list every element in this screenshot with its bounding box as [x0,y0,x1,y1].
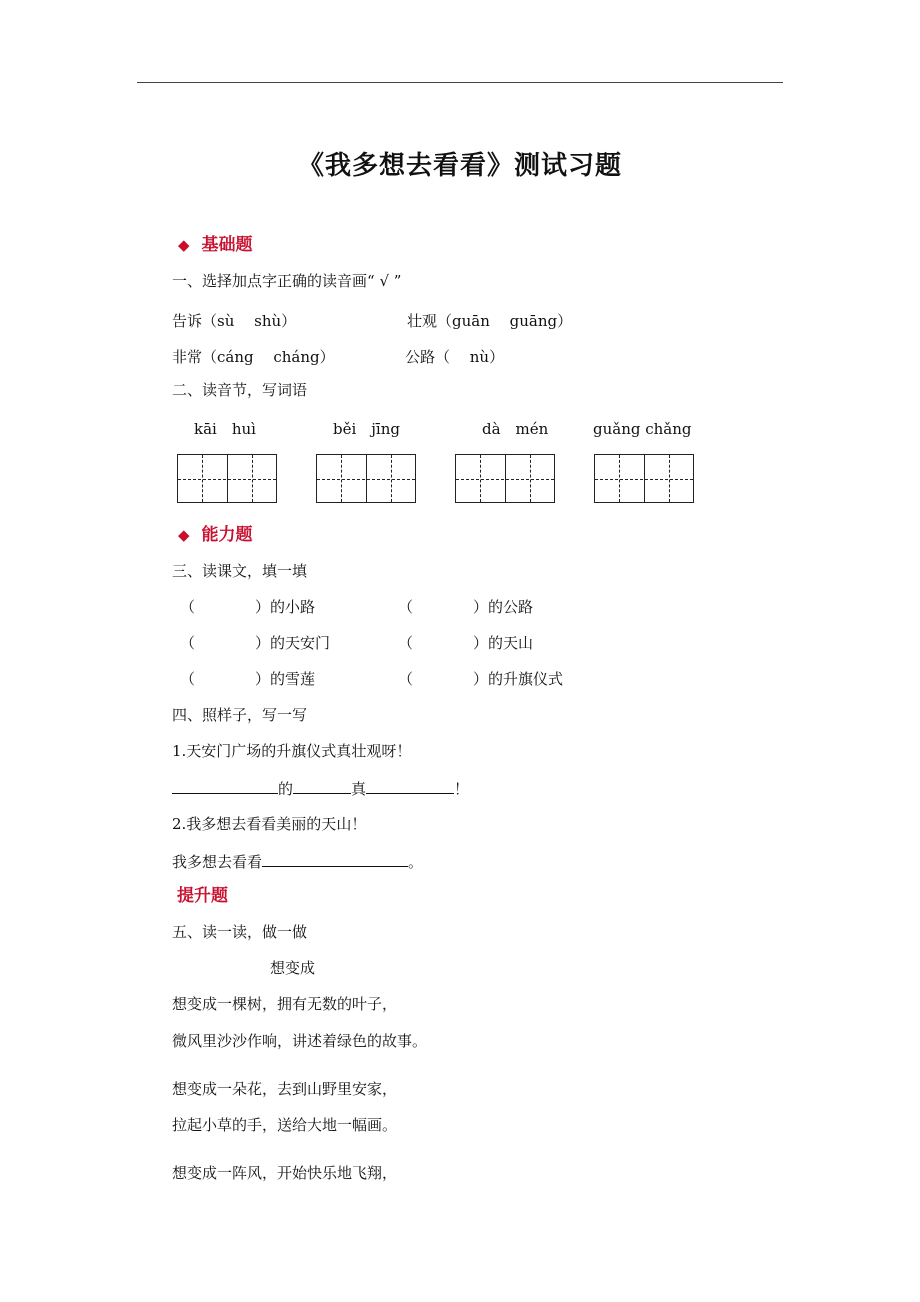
poem-line-2: 微风里沙沙作响，讲述着绿色的故事。 [172,1032,428,1050]
answer-blank[interactable] [293,777,351,794]
section-basic-label: 基础题 [201,235,253,255]
writing-grid-4[interactable] [594,454,694,503]
pinyin-2: běi jīng [333,420,400,438]
q3-left-open-3: （ [180,670,196,688]
q3-left-open-2: （ [180,634,196,652]
q4-start-2: 我多想去看看 [172,853,263,871]
writing-grid-3[interactable] [455,454,555,503]
q1-heading: 一、选择加点字正确的读音画“ √ ” [172,272,402,290]
q3-left-item-2: ）的天安门 [255,634,331,652]
answer-blank[interactable] [262,850,408,867]
answer-blank[interactable] [172,777,278,794]
writing-grid-2[interactable] [316,454,416,503]
q3-right-open-3: （ [398,670,414,688]
q4-end-1: ！ [454,780,470,798]
section-ability-heading [178,524,253,546]
q3-right-open-2: （ [398,634,414,652]
poem-line-4: 拉起小草的手，送给大地一幅画。 [172,1116,398,1134]
q3-heading: 三、读课文，填一填 [172,562,308,580]
q4-answer-2 [172,850,423,872]
q3-right-item-3: ）的升旗仪式 [473,670,564,688]
q4-answer-1 [172,777,469,799]
q1-row1-right: 壮观（guān guāng） [407,312,573,330]
pinyin-3: dà mén [482,420,549,438]
q4-heading: 四、照样子，写一写 [172,706,308,724]
section-basic-heading [178,234,253,256]
page-title: 《我多想去看看》测试习题 [297,151,622,181]
q3-right-item-1: ）的公路 [473,598,534,616]
section-advanced-heading: 提升题 [177,886,228,906]
q1-row1-left: 告诉（sù shù） [172,312,297,330]
answer-blank[interactable] [366,777,454,794]
q4-zhen: 真 [351,780,367,798]
poem-line-1: 想变成一棵树，拥有无数的叶子， [172,995,398,1013]
q4-end-2: 。 [408,853,424,871]
q4-example-2: 2.我多想去看看美丽的天山！ [172,815,367,833]
q1-row2-right: 公路（ nù） [405,348,505,366]
q3-right-item-2: ）的天山 [473,634,534,652]
poem-line-5: 想变成一阵风，开始快乐地飞翔， [172,1164,398,1182]
pinyin-1: kāi huì [194,420,256,438]
section-ability-label: 能力题 [201,525,253,545]
q4-de: 的 [278,780,294,798]
header-rule [137,82,783,83]
pinyin-4: guǎng chǎng [593,420,692,438]
writing-grid-1[interactable] [177,454,277,503]
q1-row2-left: 非常（cáng cháng） [172,348,335,366]
q2-heading: 二、读音节，写词语 [172,381,308,399]
q3-left-item-1: ）的小路 [255,598,316,616]
poem-title: 想变成 [270,959,316,977]
q3-right-open-1: （ [398,598,414,616]
diamond-icon: ◆ [178,526,190,544]
q3-left-open-1: （ [180,598,196,616]
q3-left-item-3: ）的雪莲 [255,670,316,688]
q5-heading: 五、读一读，做一做 [172,923,308,941]
q4-example-1: 1.天安门广场的升旗仪式真壮观呀！ [172,742,412,760]
poem-line-3: 想变成一朵花，去到山野里安家， [172,1080,398,1098]
diamond-icon: ◆ [178,236,190,254]
